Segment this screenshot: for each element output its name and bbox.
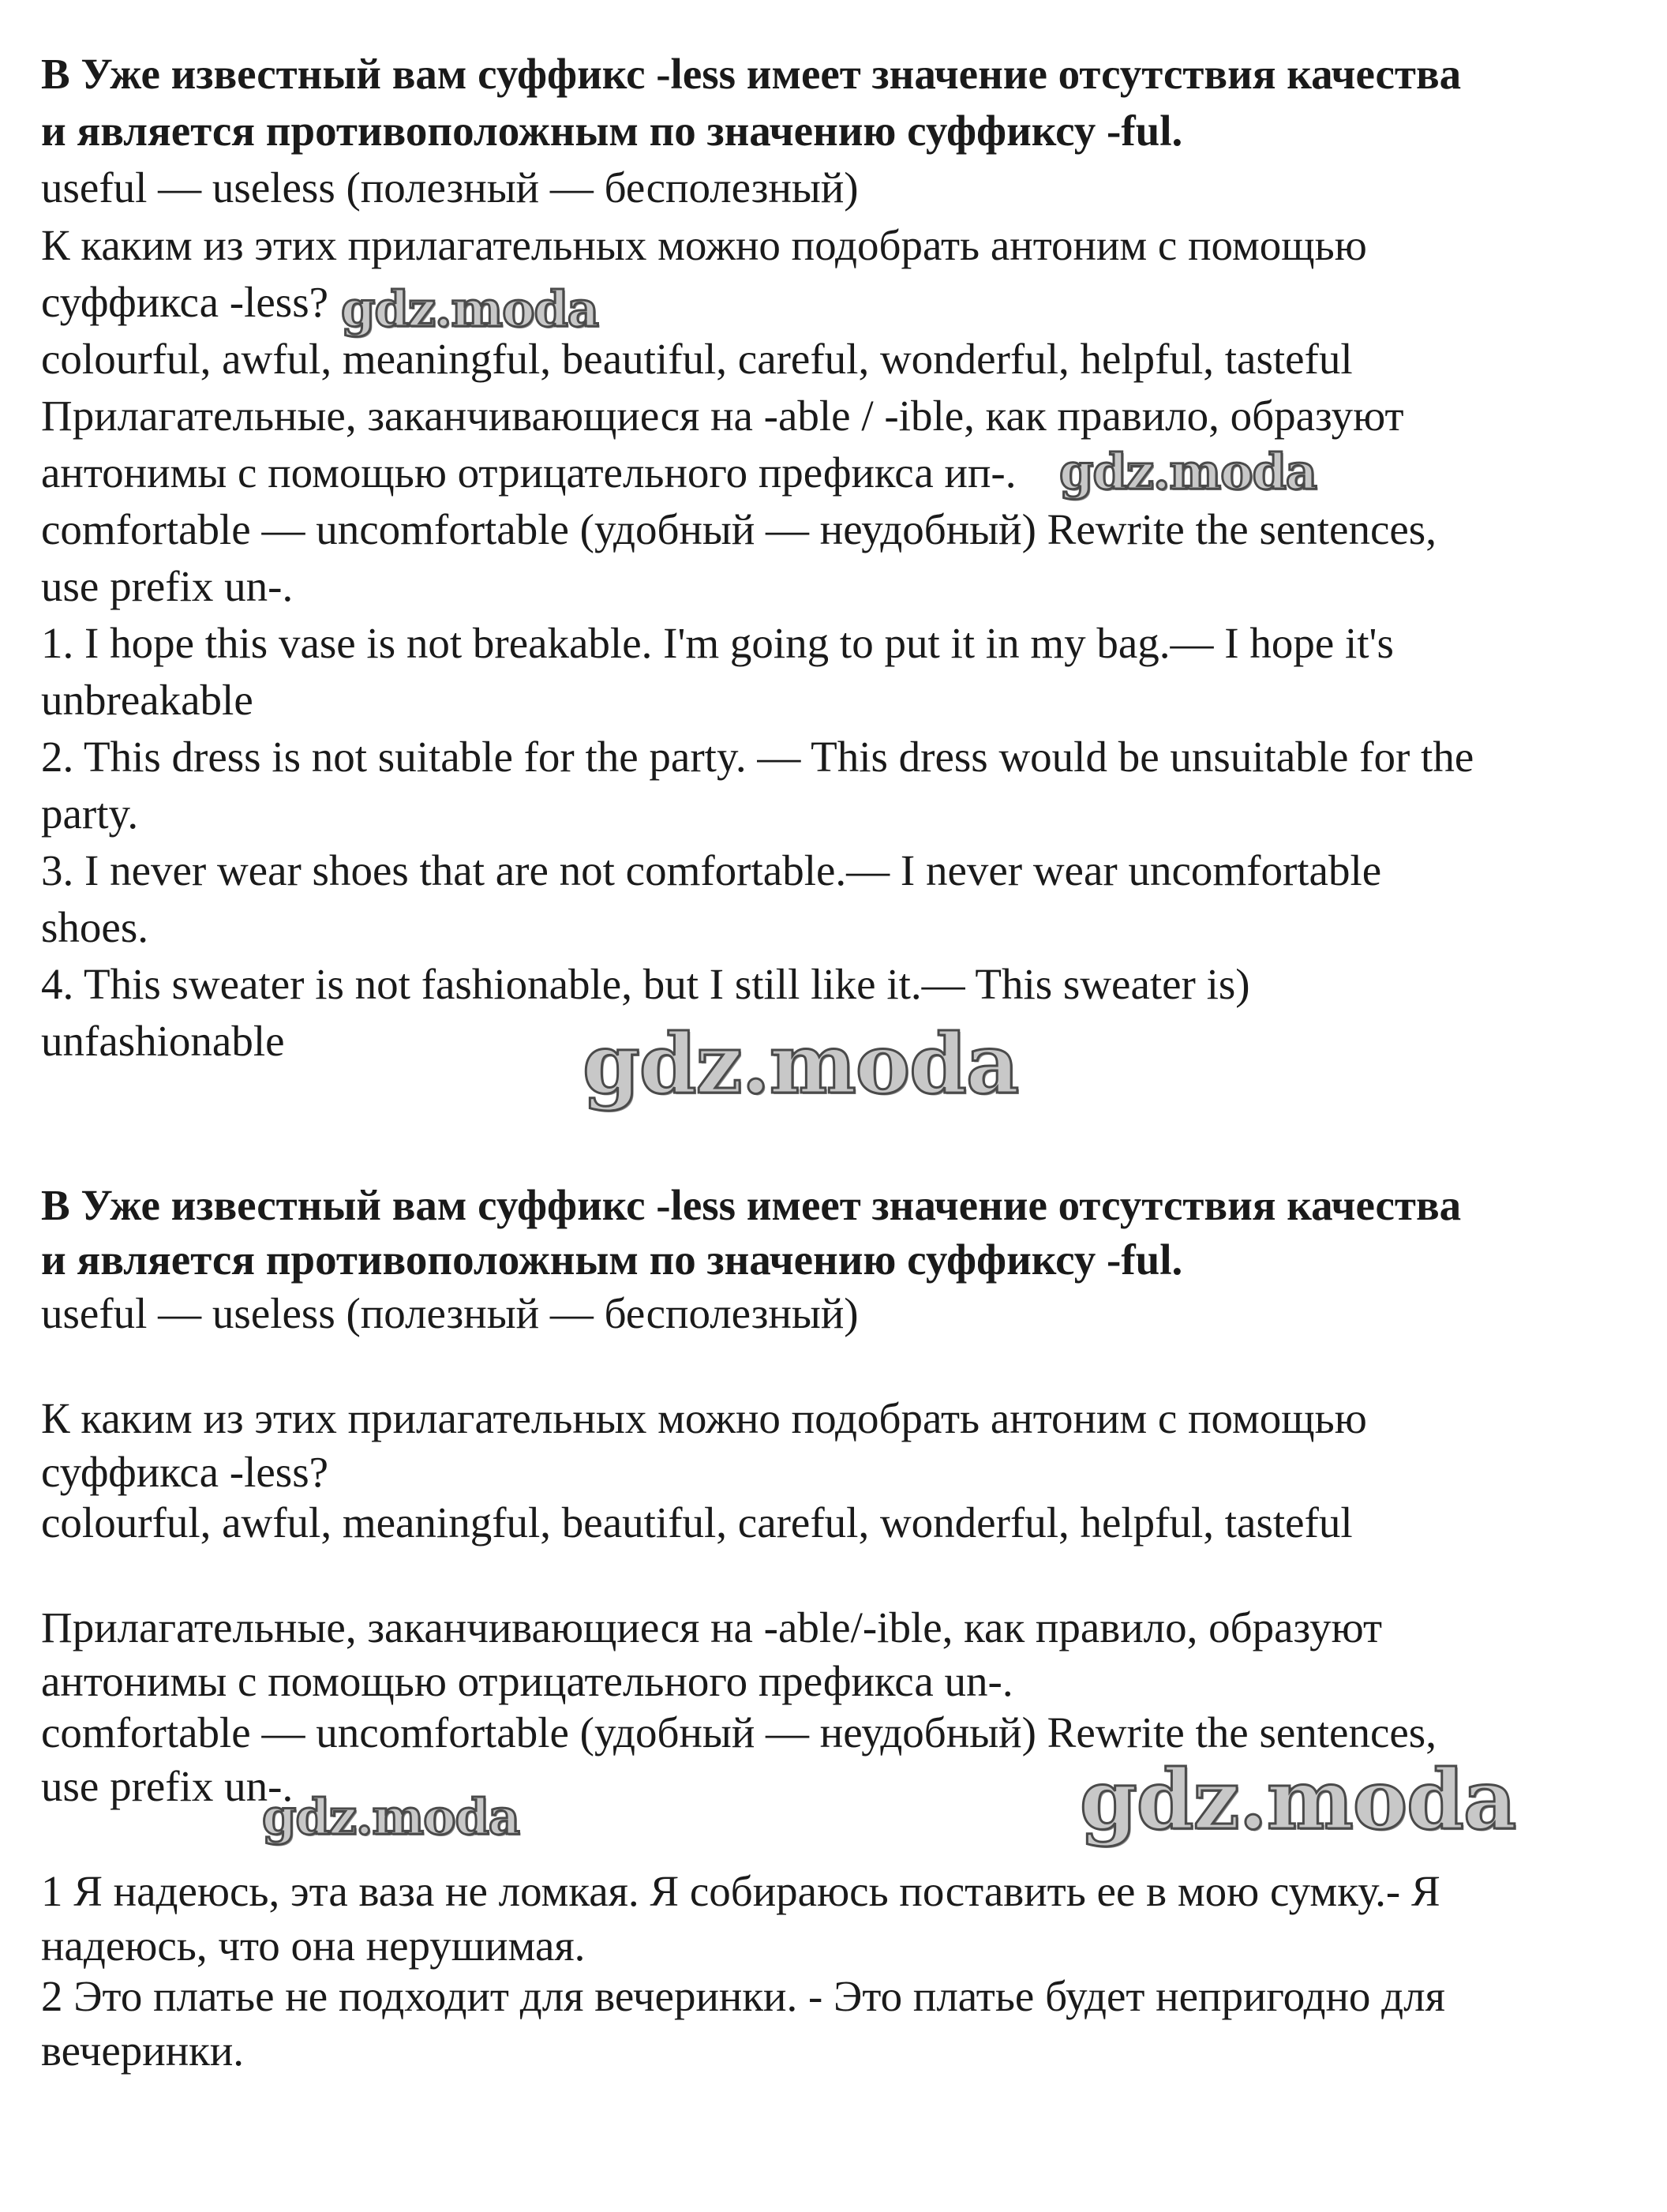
rule-line: антонимы с помощью отрицательного префикса ип-. — [41, 448, 1017, 497]
answer-line: 3. I never wear shoes that are not comfortable.— I never wear uncomfortable — [41, 846, 1382, 894]
question-line: суффикса -less? — [41, 1448, 329, 1496]
question-line: К каким из этих прилагательных можно подобрать антоним с помощью — [41, 221, 1367, 269]
watermark-logo: gdz.moda — [341, 280, 598, 338]
instruction-line: use prefix un-. — [41, 1762, 294, 1810]
example-line: useful — useless (полезный — бесполезный) — [41, 163, 859, 212]
answer-line: party. — [41, 789, 139, 838]
rule-line: Прилагательные, заканчивающиеся на -able/-ible, как правило, образуют — [41, 1603, 1382, 1652]
adjectives-line: colourful, awful, meaningful, beautiful, careful, wonderful, helpful, tasteful — [41, 1498, 1353, 1547]
heading-line: В Уже известный вам суффикс -less имеет значение отсутствия качества — [41, 50, 1462, 98]
watermark-logo: gdz.moda — [1080, 1751, 1516, 1848]
comfortable-line: comfortable — uncomfortable (удобный — неудобный) Rewrite the sentences, — [41, 1708, 1437, 1756]
question-line: суффикса -less? — [41, 278, 329, 326]
answer-line: 1. I hope this vase is not breakable. I'm going to put it in my bag.— I hope it's — [41, 619, 1394, 667]
rule-line: антонимы с помощью отрицательного префикса un-. — [41, 1657, 1013, 1705]
translation-line: вечеринки. — [41, 2026, 245, 2075]
comfortable-line: comfortable — uncomfortable (удобный — неудобный) Rewrite the sentences, — [41, 505, 1437, 553]
watermark-logo: gdz.moda — [583, 1015, 1019, 1112]
question-line: К каким из этих прилагательных можно подобрать антоним с помощью — [41, 1394, 1367, 1442]
adjectives-line: colourful, awful, meaningful, beautiful, careful, wonderful, helpful, tasteful — [41, 335, 1353, 383]
translation-line: надеюсь, что она нерушимая. — [41, 1921, 586, 1970]
translation-line: 2 Это платье не подходит для вечеринки. - Это платье будет непригодно для — [41, 1972, 1445, 2020]
answer-line: 4. This sweater is not fashionable, but I still like it.— This sweater is) — [41, 960, 1250, 1008]
heading-line: и является противоположным по значению суффиксу -ful. — [41, 1235, 1183, 1284]
rule-line: Прилагательные, заканчивающиеся на -able / -ible, как правило, образуют — [41, 392, 1404, 440]
answer-line: 2. This dress is not suitable for the party. — This dress would be unsuitable for the — [41, 733, 1474, 781]
answer-line: shoes. — [41, 903, 148, 951]
translation-line: 1 Я надеюсь, эта ваза не ломкая. Я собираюсь поставить ее в мою сумку.- Я — [41, 1867, 1440, 1915]
heading-line: и является противоположным по значению суффиксу -ful. — [41, 107, 1183, 155]
answer-line: unfashionable — [41, 1017, 285, 1065]
answer-line: unbreakable — [41, 676, 253, 724]
watermark-logo: gdz.moda — [1059, 443, 1317, 501]
example-line: useful — useless (полезный — бесполезный) — [41, 1289, 859, 1337]
instruction-line: use prefix un-. — [41, 562, 294, 610]
heading-line: В Уже известный вам суффикс -less имеет значение отсутствия качества — [41, 1181, 1462, 1229]
watermark-logo: gdz.moda — [262, 1788, 519, 1846]
